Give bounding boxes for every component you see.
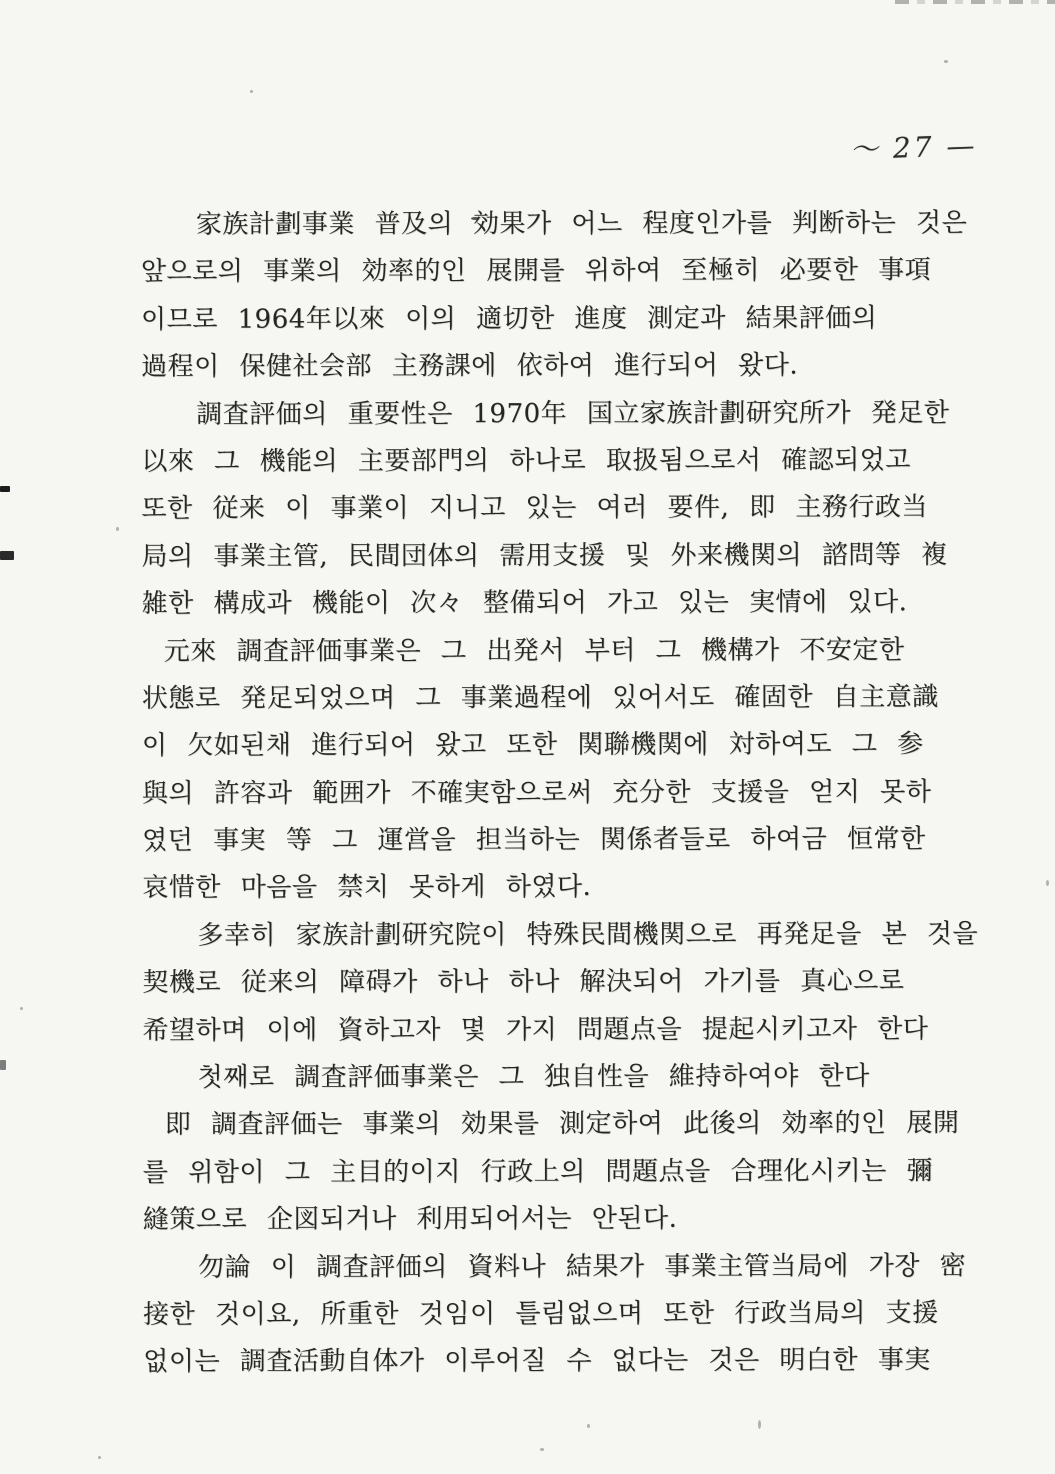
scan-speck xyxy=(116,527,119,531)
text-line: 以來 그 機能의 主要部門의 하나로 取扱됨으로서 確認되었고 xyxy=(141,445,911,477)
text-line: 였던 事実 等 그 運営을 担当하는 関係者들로 하여금 恒常한 xyxy=(142,824,926,856)
text-line: 첫째로 調査評価事業은 그 独自性을 維持하여야 한다 xyxy=(197,1061,870,1093)
text-line: 또한 従来 이 事業이 지니고 있는 여러 要件, 即 主務行政当 xyxy=(141,492,928,525)
scan-speck xyxy=(250,90,253,93)
text-line: 即 調査評価는 事業의 効果를 測定하여 此後의 効率的인 展開 xyxy=(164,1108,960,1141)
text-line: 接한 것이요, 所重한 것임이 틀림없으며 또한 行政当局의 支援 xyxy=(143,1298,939,1330)
text-line: 調査評価의 重要性은 1970年 国立家族計劃研究所가 発足한 xyxy=(196,397,950,430)
text-line: 多幸히 家族計劃研究院이 特殊民間機関으로 再発足을 본 것을 xyxy=(197,918,979,951)
scan-speck xyxy=(1046,880,1049,886)
scan-artifact-left-dash xyxy=(0,1060,6,1070)
text-line: 希望하며 이에 資하고자 몇 가지 問題点을 提起시키고자 한다 xyxy=(142,1013,929,1046)
scan-speck xyxy=(587,1424,590,1428)
scan-artifact-left-dash xyxy=(0,486,10,492)
page-number: ～ 27 — xyxy=(849,128,979,167)
text-line: 元來 調査評価事業은 그 出発서 부터 그 機構가 不安定한 xyxy=(163,634,905,667)
scan-speck xyxy=(20,1007,23,1010)
scan-speck xyxy=(944,60,948,63)
text-line: 雑한 構成과 機能이 次々 整備되어 가고 있는 実情에 있다. xyxy=(141,587,908,619)
text-line: 哀惜한 마음을 禁치 못하게 하였다. xyxy=(142,872,592,904)
text-line: 家族計劃事業 普及의 効果가 어느 程度인가를 判断하는 것은 xyxy=(195,208,968,240)
text-line: 앞으로의 事業의 効率的인 展開를 위하여 至極히 必要한 事項 xyxy=(140,255,932,288)
text-line: 이 欠如된채 進行되어 왔고 또한 関聯機関에 対하여도 그 参 xyxy=(141,729,924,762)
scan-artifact-left-dash xyxy=(0,551,14,560)
text-line: 過程이 保健社会部 主務課에 依하여 進行되어 왔다. xyxy=(141,350,799,383)
text-line: 를 위함이 그 主目的이지 行政上의 問題点을 合理化시키는 彌 xyxy=(142,1156,934,1188)
text-line: 없이는 調査活動自体가 이루어질 수 없다는 것은 明白한 事実 xyxy=(143,1345,931,1378)
text-line: 局의 事業主管, 民間団体의 需用支援 및 外来機関의 諮問等 複 xyxy=(141,539,948,572)
text-line: 契機로 従来의 障碍가 하나 하나 解決되어 가기를 真心으로 xyxy=(142,966,905,999)
text-line: 縫策으로 企図되거나 利用되어서는 안된다. xyxy=(142,1203,678,1236)
text-line: 이므로 1964年以來 이의 適切한 進度 測定과 結果評価의 xyxy=(140,303,878,335)
text-line: 勿論 이 調査評価의 資料나 結果가 事業主管当局에 가장 密 xyxy=(197,1250,967,1283)
scan-artifact-top-edge xyxy=(895,0,1055,4)
text-line: 與의 許容과 範囲가 不確実함으로써 充分한 支援을 얻지 못하 xyxy=(141,776,932,809)
scan-speck xyxy=(758,1420,761,1429)
scan-speck xyxy=(540,1448,544,1451)
scan-speck xyxy=(98,1456,101,1459)
document-body xyxy=(140,200,979,1386)
text-line: 状態로 発足되었으며 그 事業過程에 있어서도 確固한 自主意識 xyxy=(141,682,939,714)
